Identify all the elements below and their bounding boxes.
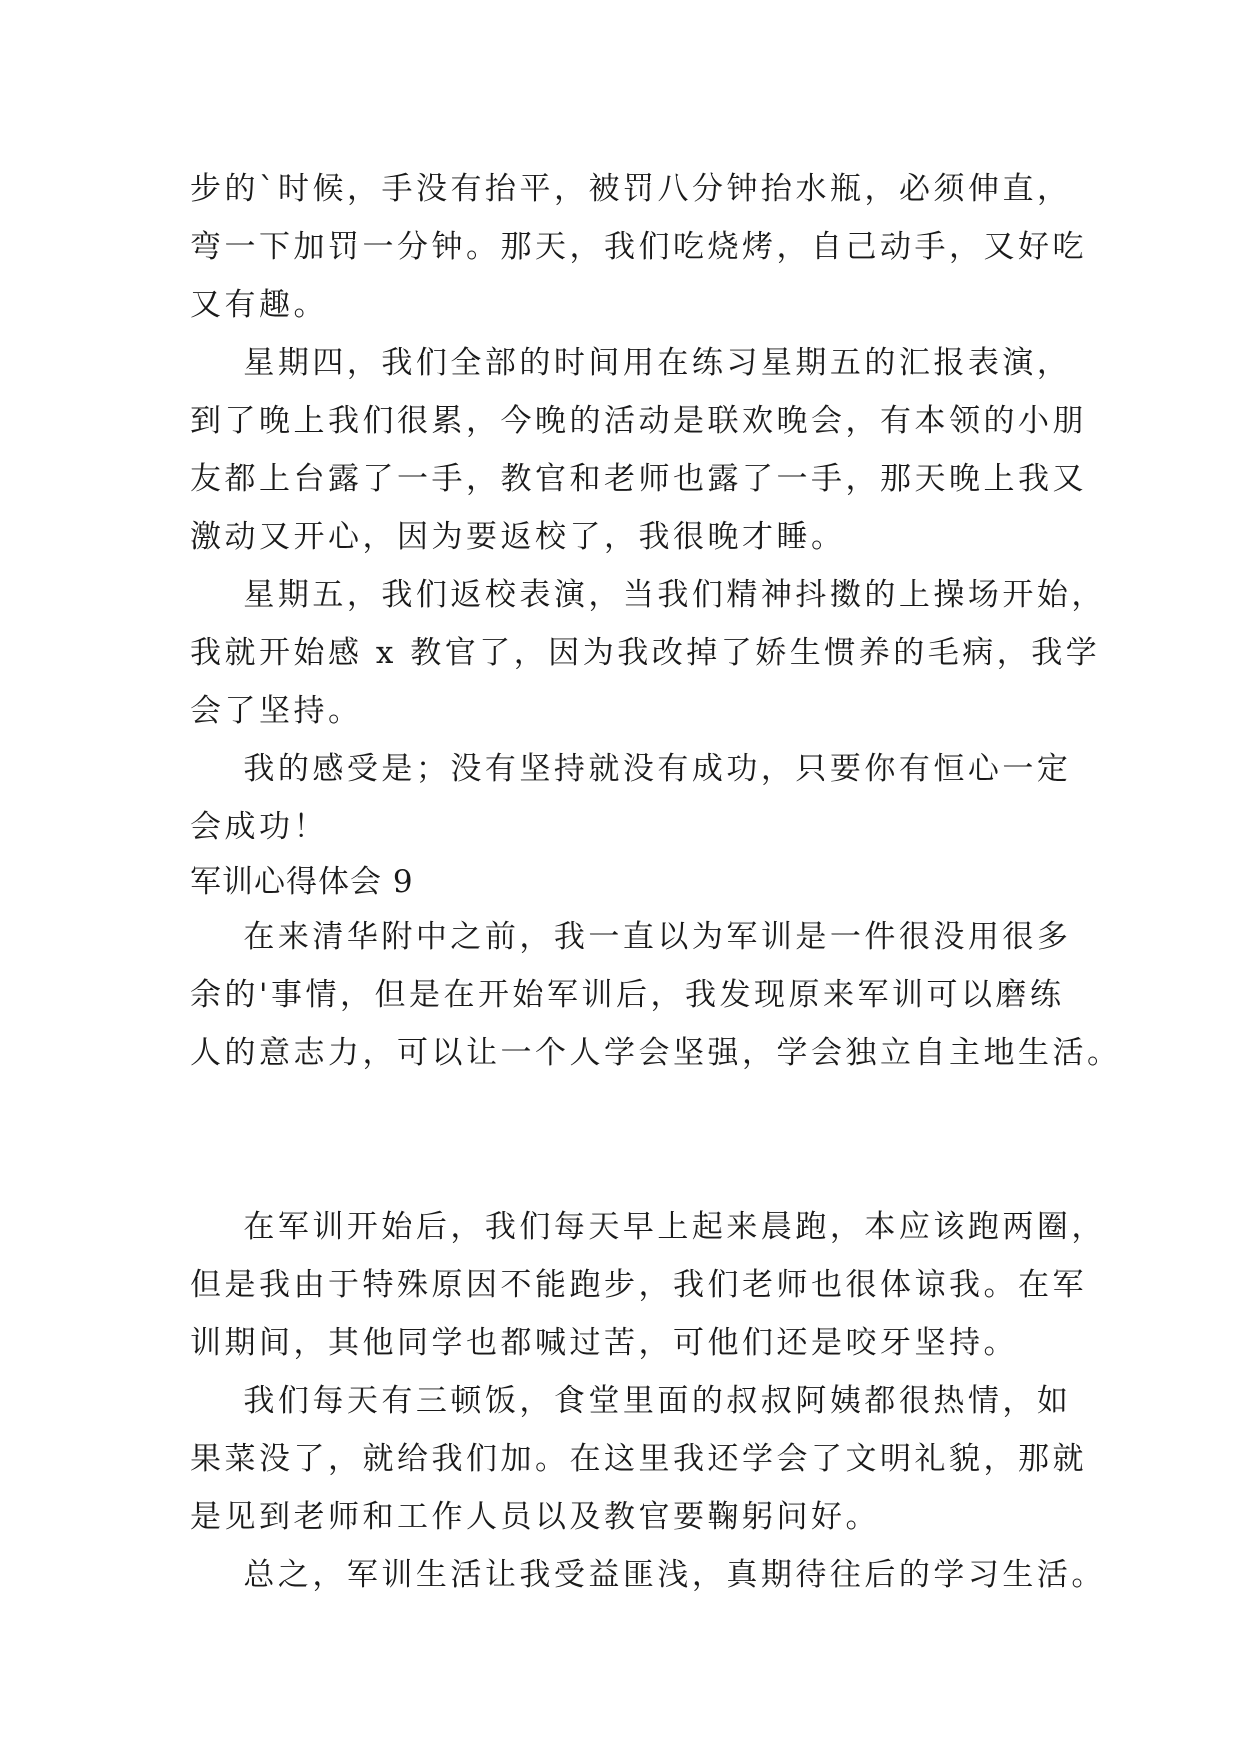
text-line: 会成功！	[190, 809, 328, 845]
text-line: 总之，军训生活让我受益匪浅，真期待往后的学习生活。	[190, 1557, 1106, 1593]
text-line: 在军训开始后，我们每天早上起来晨跑，本应该跑两圈，	[190, 1209, 1106, 1245]
text-line: 我们每天有三顿饭，食堂里面的叔叔阿姨都很热情，如	[190, 1383, 1072, 1419]
text-line: 余的'事情，但是在开始军训后，我发现原来军训可以磨练	[190, 977, 1065, 1013]
text-line: 在来清华附中之前，我一直以为军训是一件很没用很多	[190, 919, 1072, 955]
text-line: 弯一下加罚一分钟。那天，我们吃烧烤，自己动手，又好吃	[190, 229, 1087, 265]
section-title: 军训心得体会 9	[190, 864, 414, 900]
text-line: 友都上台露了一手，教官和老师也露了一手，那天晚上我又	[190, 461, 1087, 497]
text-line: 训期间，其他同学也都喊过苦，可他们还是咬牙坚持。	[190, 1325, 1018, 1361]
text-line: 星期五，我们返校表演，当我们精神抖擞的上操场开始，	[190, 577, 1106, 613]
text-line: 但是我由于特殊原因不能跑步，我们老师也很体谅我。在军	[190, 1267, 1087, 1303]
text-line: 果菜没了，就给我们加。在这里我还学会了文明礼貌，那就	[190, 1441, 1087, 1477]
text-line: 星期四，我们全部的时间用在练习星期五的汇报表演，	[190, 345, 1072, 381]
text-line: 我的感受是；没有坚持就没有成功，只要你有恒心一定	[190, 751, 1072, 787]
text-line: 会了坚持。	[190, 693, 363, 729]
paragraph-gap	[190, 1082, 1050, 1198]
text-line: 我就开始感 x 教官了，因为我改掉了娇生惯养的毛病，我学	[190, 635, 1101, 671]
text-line: 步的`时候，手没有抬平，被罚八分钟抬水瓶，必须伸直，	[190, 171, 1072, 207]
document-body	[190, 160, 1122, 1604]
text-line: 到了晚上我们很累，今晚的活动是联欢晚会，有本领的小朋	[190, 403, 1087, 439]
text-line: 又有趣。	[190, 287, 328, 323]
text-line: 激动又开心，因为要返校了，我很晚才睡。	[190, 519, 846, 555]
text-line: 人的意志力，可以让一个人学会坚强，学会独立自主地生活。	[190, 1035, 1122, 1071]
text-line: 是见到老师和工作人员以及教官要鞠躬问好。	[190, 1499, 880, 1535]
